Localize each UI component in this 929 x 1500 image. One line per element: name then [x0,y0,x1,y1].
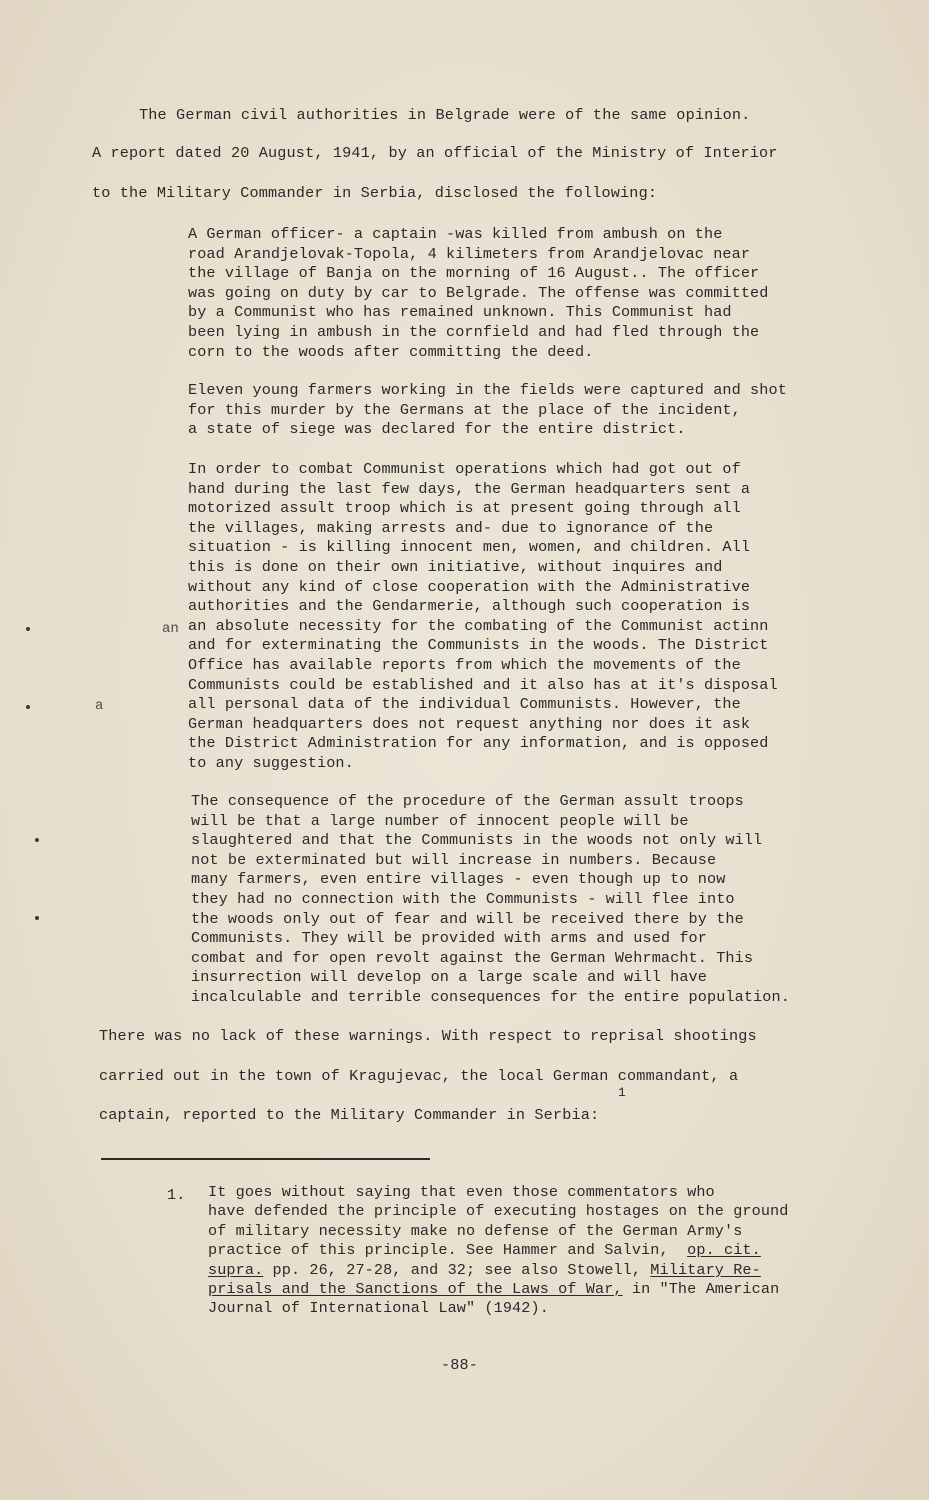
footnote-line: Journal of International Law" (1942). [208,1299,549,1318]
text-line: Office has available reports from which the movements of the [188,655,741,674]
text-line: The consequence of the procedure of the German assult troops [191,792,744,810]
text-line: all personal data of the individual Communists. However, the [188,695,741,714]
footnote-line [208,1261,788,1280]
text-line: the village of Banja on the morning of 16 August.. The officer [188,264,760,283]
text-line: Communists. They will be provided with arms and used for [191,929,707,948]
text-line: hand during the last few days, the German headquarters sent a [188,479,751,498]
text-line: a state of siege was declared for the entire district. [188,420,686,439]
text-line: corn to the woods after committing the deed. [188,342,594,361]
text-line: the woods only out of fear and will be received there by the [191,909,744,928]
text-line: German headquarters does not request anything nor does it ask [188,714,751,733]
closing-line-2: carried out in the town of Kragujevac, the local German commandant, a [99,1067,739,1085]
text-line: road Arandjelovak-Topola, 4 kilimeters from Arandjelovac near [188,244,751,263]
closing-line-1: There was no lack of these warnings. With respect to reprisal shootings [99,1027,757,1045]
text-line: motorized assult troop which is at present going through all [188,499,741,518]
text-line: incalculable and terrible consequences for the entire population. [191,987,790,1006]
footnote-line: It goes without saying that even those commentators who [208,1183,715,1201]
quote-paragraph-4 [191,792,790,1008]
margin-note-an: an [162,621,179,637]
margin-mark [35,838,39,842]
footnote-pages: pp. 26, 27-28, and 32; see also Stowell, [272,1260,642,1279]
margin-mark [35,916,39,920]
footnote-line-4-text: practice of this principle. See Hammer and Salvin, [208,1241,669,1260]
footnote-line [208,1280,788,1299]
page-number: -88- [441,1356,479,1374]
quote-paragraph-2 [188,381,787,440]
text-line: and for exterminating the Communists in the woods. The District [188,636,769,655]
intro-line-1: The German civil authorities in Belgrade were of the same opinion. [139,106,751,124]
text-line: situation - is killing innocent men, women, and children. All [188,538,751,557]
text-line: an absolute necessity for the combating of the Communist actinn [188,616,769,635]
text-line: Eleven young farmers working in the fields were captured and shot [188,381,787,399]
footnote-line [208,1241,788,1260]
text-line: combat and for open revolt against the German Wehrmacht. This [191,948,754,967]
text-line: the District Administration for any information, and is opposed [188,734,769,753]
quote-paragraph-1 [188,225,768,362]
footnote-journal: in "The American [631,1279,780,1298]
closing-line-3: captain, reported to the Military Commander in Serbia: [99,1106,600,1124]
text-line: was going on duty by car to Belgrade. The offense was committed [188,283,769,302]
footnote-title-part-1: Military Re- [650,1260,761,1279]
footnote-supra: supra. [208,1260,264,1279]
text-line: for this murder by the Germans at the place of the incident, [188,400,741,419]
text-line: In order to combat Communist operations which had got out of [188,460,741,478]
text-line: this is done on their own initiative, without inquires and [188,557,723,576]
text-line: to any suggestion. [188,753,354,772]
footnote-title-part-2: prisals and the Sanctions of the Laws of War, [208,1279,623,1298]
text-line: slaughtered and that the Communists in the woods not only will [191,831,763,850]
text-line: authorities and the Gendarmerie, although such cooperation is [188,597,751,616]
footnote-marker: 1 [618,1085,626,1100]
text-line: insurrection will develop on a large scale and will have [191,968,707,987]
text-line: the villages, making arrests and- due to ignorance of the [188,518,714,537]
footnote-number: 1. [167,1186,186,1204]
footnote-divider [101,1158,430,1160]
footnote-line: of military necessity make no defense of the German Army's [208,1221,743,1240]
text-line: been lying in ambush in the cornfield and had fled through the [188,322,760,341]
text-line: they had no connection with the Communists - will flee into [191,889,735,908]
footnote-op-cit: op. cit. [687,1241,761,1260]
margin-note-a: a [95,698,104,714]
text-line: many farmers, even entire villages - even though up to now [191,870,726,889]
text-line: not be exterminated but will increase in numbers. Because [191,850,717,869]
text-line: without any kind of close cooperation with the Administrative [188,577,751,596]
intro-line-2: A report dated 20 August, 1941, by an official of the Ministry of Interior [92,144,778,162]
intro-line-3: to the Military Commander in Serbia, disclosed the following: [92,184,658,202]
quote-paragraph-3 [188,460,778,774]
text-line: will be that a large number of innocent people will be [191,811,689,830]
footnote-text [208,1183,788,1319]
margin-mark [26,705,30,709]
text-line: by a Communist who has remained unknown. This Communist had [188,303,732,322]
footnote-line: have defended the principle of executing hostages on the ground [208,1202,789,1221]
text-line: A German officer- a captain -was killed from ambush on the [188,225,723,243]
margin-mark [26,627,30,631]
text-line: Communists could be established and it also has at it's disposal [188,675,778,694]
